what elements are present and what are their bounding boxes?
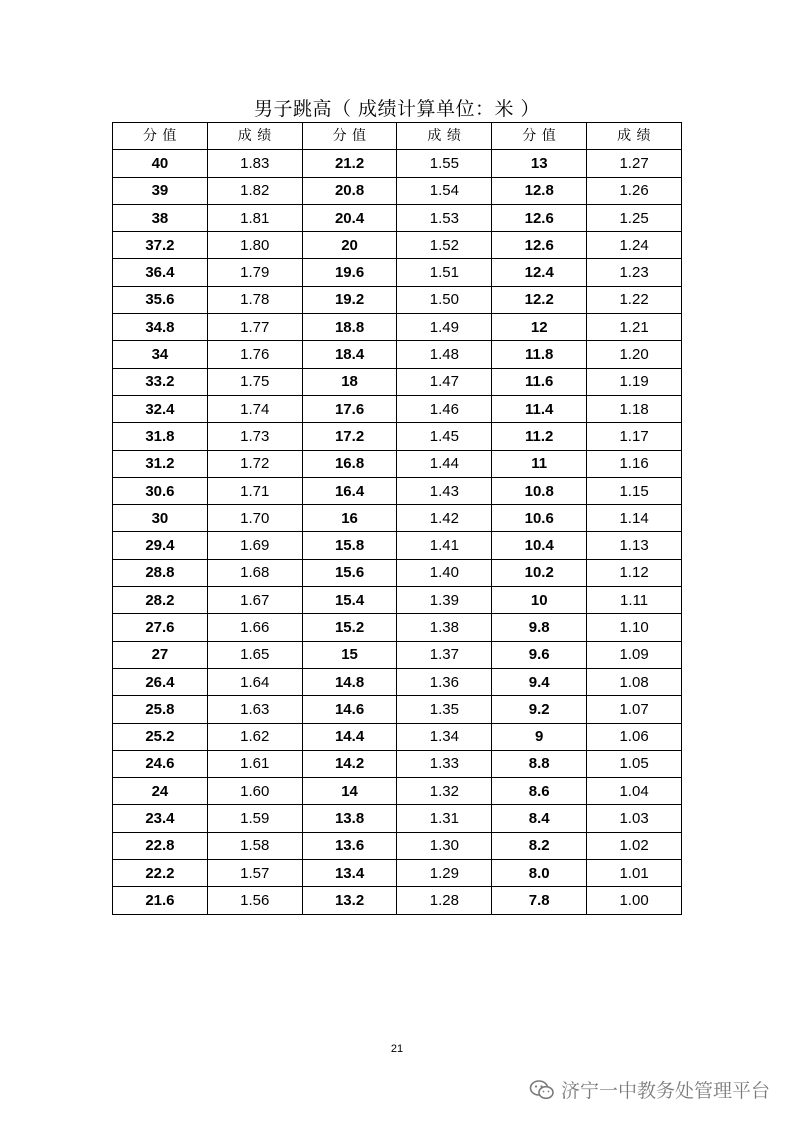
result-cell: 1.38 — [397, 614, 492, 641]
score-cell: 39 — [113, 177, 208, 204]
score-cell: 40 — [113, 150, 208, 177]
score-cell: 18.4 — [302, 341, 397, 368]
result-cell: 1.16 — [587, 450, 682, 477]
score-cell: 33.2 — [113, 368, 208, 395]
score-cell: 34 — [113, 341, 208, 368]
result-cell: 1.00 — [587, 887, 682, 914]
score-cell: 12.6 — [492, 232, 587, 259]
result-cell: 1.10 — [587, 614, 682, 641]
score-cell: 15.6 — [302, 559, 397, 586]
result-cell: 1.62 — [207, 723, 302, 750]
result-cell: 1.71 — [207, 477, 302, 504]
result-cell: 1.72 — [207, 450, 302, 477]
result-cell: 1.23 — [587, 259, 682, 286]
score-cell: 14.6 — [302, 696, 397, 723]
score-cell: 11.4 — [492, 395, 587, 422]
col-header-score: 分 值 — [492, 123, 587, 150]
score-cell: 10 — [492, 587, 587, 614]
score-cell: 29.4 — [113, 532, 208, 559]
table-row — [113, 450, 682, 477]
score-cell: 37.2 — [113, 232, 208, 259]
table-row — [113, 750, 682, 777]
score-cell: 27.6 — [113, 614, 208, 641]
table-row — [113, 177, 682, 204]
result-cell: 1.02 — [587, 832, 682, 859]
result-cell: 1.81 — [207, 204, 302, 231]
result-cell: 1.42 — [397, 505, 492, 532]
watermark-text: 济宁一中教务处管理平台 — [560, 1080, 770, 1102]
score-cell: 23.4 — [113, 805, 208, 832]
table-row — [113, 204, 682, 231]
score-cell: 19.6 — [302, 259, 397, 286]
score-cell: 38 — [113, 204, 208, 231]
table-row — [113, 477, 682, 504]
result-cell: 1.33 — [397, 750, 492, 777]
result-cell: 1.06 — [587, 723, 682, 750]
score-cell: 11.2 — [492, 423, 587, 450]
result-cell: 1.49 — [397, 314, 492, 341]
col-header-score: 分 值 — [302, 123, 397, 150]
table-row — [113, 832, 682, 859]
score-cell: 9.6 — [492, 641, 587, 668]
score-cell: 13.4 — [302, 860, 397, 887]
score-cell: 17.6 — [302, 395, 397, 422]
result-cell: 1.12 — [587, 559, 682, 586]
result-cell: 1.19 — [587, 368, 682, 395]
score-cell: 10.2 — [492, 559, 587, 586]
score-cell: 15.8 — [302, 532, 397, 559]
score-cell: 11.6 — [492, 368, 587, 395]
watermark — [529, 1076, 770, 1103]
score-cell: 12.8 — [492, 177, 587, 204]
score-cell: 26.4 — [113, 668, 208, 695]
score-cell: 15.2 — [302, 614, 397, 641]
score-cell: 9.8 — [492, 614, 587, 641]
score-cell: 32.4 — [113, 395, 208, 422]
result-cell: 1.21 — [587, 314, 682, 341]
result-cell: 1.22 — [587, 286, 682, 313]
score-cell: 24 — [113, 778, 208, 805]
score-cell: 16.8 — [302, 450, 397, 477]
result-cell: 1.37 — [397, 641, 492, 668]
result-cell: 1.60 — [207, 778, 302, 805]
result-cell: 1.15 — [587, 477, 682, 504]
result-cell: 1.73 — [207, 423, 302, 450]
score-cell: 35.6 — [113, 286, 208, 313]
result-cell: 1.57 — [207, 860, 302, 887]
result-cell: 1.11 — [587, 587, 682, 614]
table-row — [113, 559, 682, 586]
score-cell: 8.0 — [492, 860, 587, 887]
score-cell: 12.2 — [492, 286, 587, 313]
score-cell: 12.6 — [492, 204, 587, 231]
result-cell: 1.43 — [397, 477, 492, 504]
result-cell: 1.20 — [587, 341, 682, 368]
header-row — [113, 123, 682, 150]
score-cell: 17.2 — [302, 423, 397, 450]
table-row — [113, 505, 682, 532]
score-cell: 7.8 — [492, 887, 587, 914]
table-row — [113, 423, 682, 450]
score-cell: 16.4 — [302, 477, 397, 504]
score-cell: 13.6 — [302, 832, 397, 859]
result-cell: 1.27 — [587, 150, 682, 177]
score-cell: 14.4 — [302, 723, 397, 750]
result-cell: 1.69 — [207, 532, 302, 559]
col-header-result: 成 绩 — [397, 123, 492, 150]
result-cell: 1.61 — [207, 750, 302, 777]
result-cell: 1.52 — [397, 232, 492, 259]
table-row — [113, 286, 682, 313]
result-cell: 1.77 — [207, 314, 302, 341]
result-cell: 1.80 — [207, 232, 302, 259]
result-cell: 1.75 — [207, 368, 302, 395]
table-body — [113, 150, 682, 914]
score-cell: 21.6 — [113, 887, 208, 914]
score-cell: 15 — [302, 641, 397, 668]
result-cell: 1.09 — [587, 641, 682, 668]
table-row — [113, 778, 682, 805]
result-cell: 1.48 — [397, 341, 492, 368]
score-cell: 22.2 — [113, 860, 208, 887]
score-cell: 8.2 — [492, 832, 587, 859]
score-cell: 18.8 — [302, 314, 397, 341]
result-cell: 1.45 — [397, 423, 492, 450]
score-cell: 8.4 — [492, 805, 587, 832]
score-cell: 8.8 — [492, 750, 587, 777]
result-cell: 1.50 — [397, 286, 492, 313]
score-cell: 20 — [302, 232, 397, 259]
score-cell: 10.4 — [492, 532, 587, 559]
score-cell: 27 — [113, 641, 208, 668]
score-cell: 25.8 — [113, 696, 208, 723]
score-cell: 30 — [113, 505, 208, 532]
result-cell: 1.18 — [587, 395, 682, 422]
score-cell: 14 — [302, 778, 397, 805]
score-cell: 11 — [492, 450, 587, 477]
table-title: 男子跳高（ 成绩计算单位：米 ） — [253, 98, 541, 120]
result-cell: 1.46 — [397, 395, 492, 422]
result-cell: 1.59 — [207, 805, 302, 832]
result-cell: 1.07 — [587, 696, 682, 723]
wechat-icon — [529, 1079, 555, 1101]
result-cell: 1.67 — [207, 587, 302, 614]
result-cell: 1.70 — [207, 505, 302, 532]
result-cell: 1.05 — [587, 750, 682, 777]
score-cell: 9 — [492, 723, 587, 750]
result-cell: 1.36 — [397, 668, 492, 695]
score-cell: 28.2 — [113, 587, 208, 614]
result-cell: 1.25 — [587, 204, 682, 231]
score-cell: 34.8 — [113, 314, 208, 341]
result-cell: 1.44 — [397, 450, 492, 477]
score-cell: 13.8 — [302, 805, 397, 832]
result-cell: 1.58 — [207, 832, 302, 859]
result-cell: 1.83 — [207, 150, 302, 177]
result-cell: 1.29 — [397, 860, 492, 887]
score-cell: 9.2 — [492, 696, 587, 723]
table-row — [113, 341, 682, 368]
result-cell: 1.28 — [397, 887, 492, 914]
result-cell: 1.64 — [207, 668, 302, 695]
score-cell: 24.6 — [113, 750, 208, 777]
table-row — [113, 587, 682, 614]
score-cell: 31.8 — [113, 423, 208, 450]
result-cell: 1.51 — [397, 259, 492, 286]
result-cell: 1.53 — [397, 204, 492, 231]
score-cell: 8.6 — [492, 778, 587, 805]
score-cell: 11.8 — [492, 341, 587, 368]
result-cell: 1.04 — [587, 778, 682, 805]
score-cell: 12 — [492, 314, 587, 341]
result-cell: 1.17 — [587, 423, 682, 450]
col-header-result: 成 绩 — [207, 123, 302, 150]
score-cell: 9.4 — [492, 668, 587, 695]
score-cell: 14.8 — [302, 668, 397, 695]
score-cell: 28.8 — [113, 559, 208, 586]
result-cell: 1.78 — [207, 286, 302, 313]
result-cell: 1.32 — [397, 778, 492, 805]
result-cell: 1.34 — [397, 723, 492, 750]
result-cell: 1.31 — [397, 805, 492, 832]
result-cell: 1.65 — [207, 641, 302, 668]
result-cell: 1.08 — [587, 668, 682, 695]
score-cell: 21.2 — [302, 150, 397, 177]
result-cell: 1.14 — [587, 505, 682, 532]
result-cell: 1.24 — [587, 232, 682, 259]
col-header-result: 成 绩 — [587, 123, 682, 150]
result-cell: 1.56 — [207, 887, 302, 914]
result-cell: 1.76 — [207, 341, 302, 368]
result-cell: 1.54 — [397, 177, 492, 204]
table-row — [113, 259, 682, 286]
score-cell: 14.2 — [302, 750, 397, 777]
score-cell: 19.2 — [302, 286, 397, 313]
score-cell: 25.2 — [113, 723, 208, 750]
result-cell: 1.39 — [397, 587, 492, 614]
col-header-score: 分 值 — [113, 123, 208, 150]
score-cell: 10.6 — [492, 505, 587, 532]
table-row — [113, 723, 682, 750]
table-row — [113, 368, 682, 395]
table-row — [113, 532, 682, 559]
table-row — [113, 614, 682, 641]
result-cell: 1.55 — [397, 150, 492, 177]
score-cell: 18 — [302, 368, 397, 395]
score-cell: 31.2 — [113, 450, 208, 477]
table-row — [113, 641, 682, 668]
table-row — [113, 887, 682, 914]
result-cell: 1.35 — [397, 696, 492, 723]
result-cell: 1.13 — [587, 532, 682, 559]
table-row — [113, 314, 682, 341]
result-cell: 1.74 — [207, 395, 302, 422]
score-cell: 10.8 — [492, 477, 587, 504]
result-cell: 1.01 — [587, 860, 682, 887]
table-row — [113, 805, 682, 832]
table-row — [113, 150, 682, 177]
table-row — [113, 860, 682, 887]
result-cell: 1.68 — [207, 559, 302, 586]
result-cell: 1.63 — [207, 696, 302, 723]
score-cell: 12.4 — [492, 259, 587, 286]
result-cell: 1.41 — [397, 532, 492, 559]
table-row — [113, 668, 682, 695]
result-cell: 1.82 — [207, 177, 302, 204]
score-cell: 20.8 — [302, 177, 397, 204]
score-table — [112, 122, 682, 915]
result-cell: 1.47 — [397, 368, 492, 395]
score-cell: 30.6 — [113, 477, 208, 504]
result-cell: 1.03 — [587, 805, 682, 832]
score-cell: 16 — [302, 505, 397, 532]
score-cell: 22.8 — [113, 832, 208, 859]
result-cell: 1.79 — [207, 259, 302, 286]
score-cell: 20.4 — [302, 204, 397, 231]
table-row — [113, 395, 682, 422]
result-cell: 1.30 — [397, 832, 492, 859]
score-cell: 13.2 — [302, 887, 397, 914]
score-cell: 13 — [492, 150, 587, 177]
score-cell: 36.4 — [113, 259, 208, 286]
table-row — [113, 696, 682, 723]
result-cell: 1.40 — [397, 559, 492, 586]
score-cell: 15.4 — [302, 587, 397, 614]
table-row — [113, 232, 682, 259]
result-cell: 1.66 — [207, 614, 302, 641]
result-cell: 1.26 — [587, 177, 682, 204]
page-number: 21 — [390, 1043, 404, 1055]
